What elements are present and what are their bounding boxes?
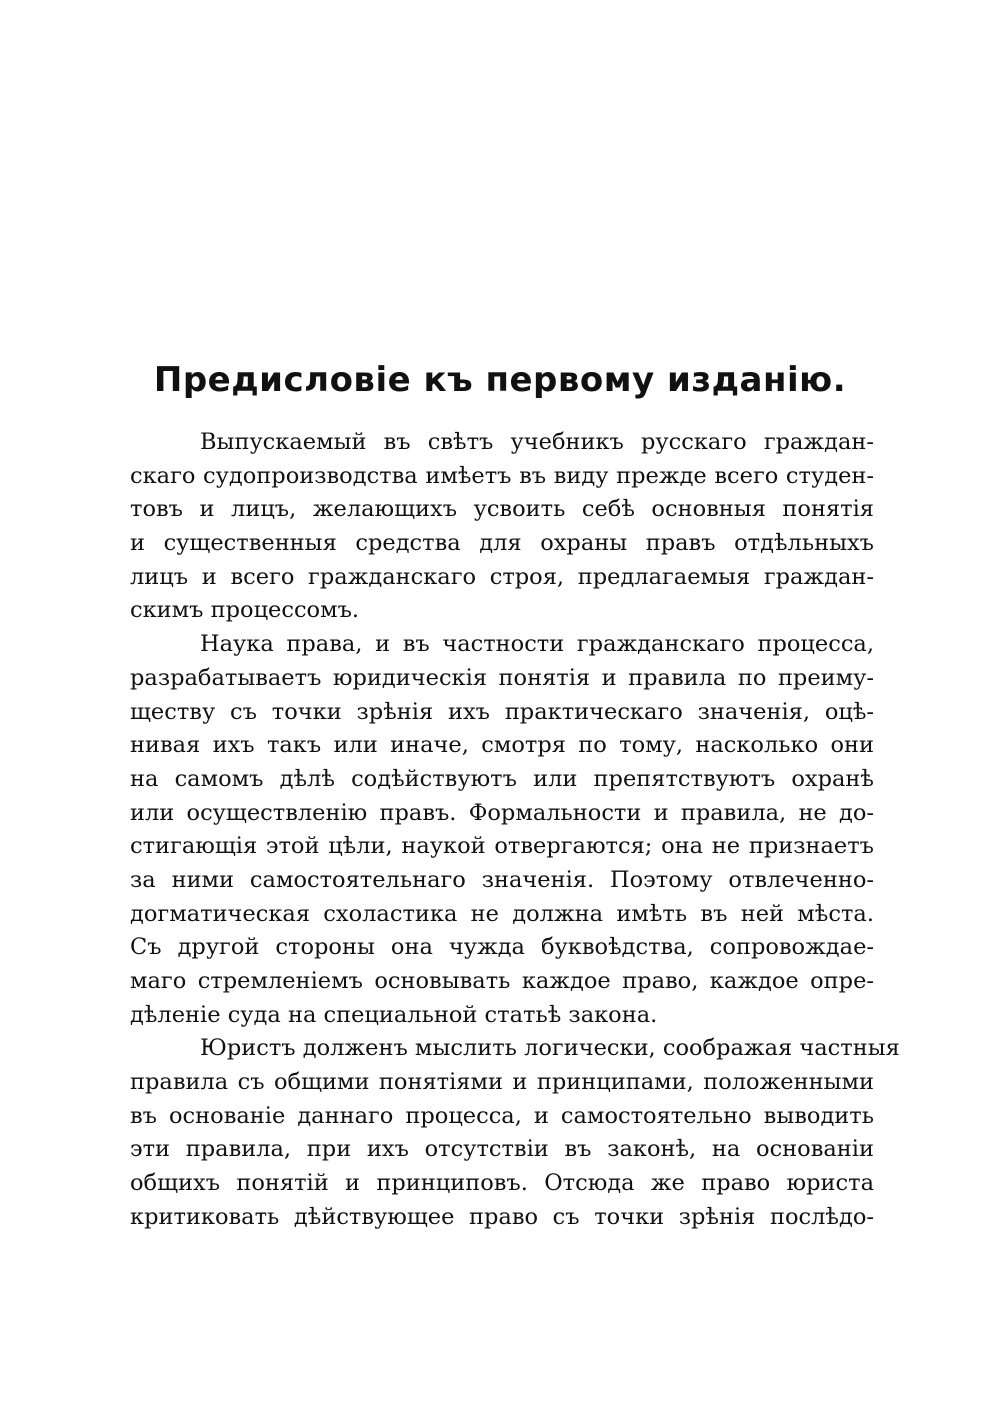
text-line: лицъ и всего гражданскаго строя, предлагаемыя граждан-: [130, 563, 874, 590]
text-line: Выпускаемый въ свѣтъ учебникъ русскаго граждан-: [200, 429, 874, 455]
text-line: скимъ процессомъ.: [130, 597, 360, 624]
text-line: за ними самостоятельнаго значенія. Поэтому отвлеченно-: [130, 866, 874, 893]
text-line: маго стремленіемъ основывать каждое право, каждое опре-: [130, 968, 874, 994]
text-line: скаго судопроизводства имѣетъ въ виду прежде всего студен-: [130, 462, 874, 489]
paragraph: [130, 1032, 900, 1234]
text-line: и существенныя средства для охраны правъ отдѣльныхъ: [130, 530, 874, 557]
paragraph: [130, 628, 874, 1032]
text-line: правила съ общими понятіями и принципами, положенными: [130, 1069, 874, 1096]
text-line: или осуществленію правъ. Формальности и правила, не до-: [130, 799, 874, 826]
text-line: на самомъ дѣлѣ содѣйствуютъ или препятствуютъ охранѣ: [130, 765, 874, 792]
text-line: въ основаніе даннаго процесса, и самостоятельно выводить: [130, 1102, 874, 1129]
text-line: Юристъ долженъ мыслить логически, соображая частныя: [200, 1035, 900, 1062]
text-line: ществу съ точки зрѣнія ихъ практическаго значенія, оцѣ-: [130, 698, 874, 725]
body-text: [130, 426, 900, 1235]
text-line: критиковать дѣйствующее право съ точки зрѣнія послѣдо-: [130, 1203, 874, 1230]
text-line: эти правила, при ихъ отсутствіи въ законѣ, на основаніи: [130, 1136, 874, 1163]
paragraph: [130, 426, 874, 628]
text-line: общихъ понятій и принциповъ. Отсюда же право юриста: [130, 1170, 874, 1197]
text-line: нивая ихъ такъ или иначе, смотря по тому, насколько они: [130, 732, 874, 759]
text-line: стигающія этой цѣли, наукой отвергаются; она не признаетъ: [130, 833, 874, 860]
text-line: разрабатываетъ юридическія понятія и правила по преиму-: [130, 664, 874, 691]
text-line: Съ другой стороны она чужда буквоѣдства, сопровождае-: [130, 934, 874, 961]
text-line: Наука права, и въ частности гражданскаго процесса,: [200, 631, 874, 658]
text-line: товъ и лицъ, желающихъ усвоить себѣ основныя понятія: [130, 496, 874, 523]
text-line: дѣленіе суда на специальной статьѣ закона.: [130, 1001, 658, 1028]
text-line: догматическая схоластика не должна имѣть въ ней мѣста.: [130, 900, 874, 927]
page-title: Предисловіе къ первому изданію.: [153, 360, 847, 400]
